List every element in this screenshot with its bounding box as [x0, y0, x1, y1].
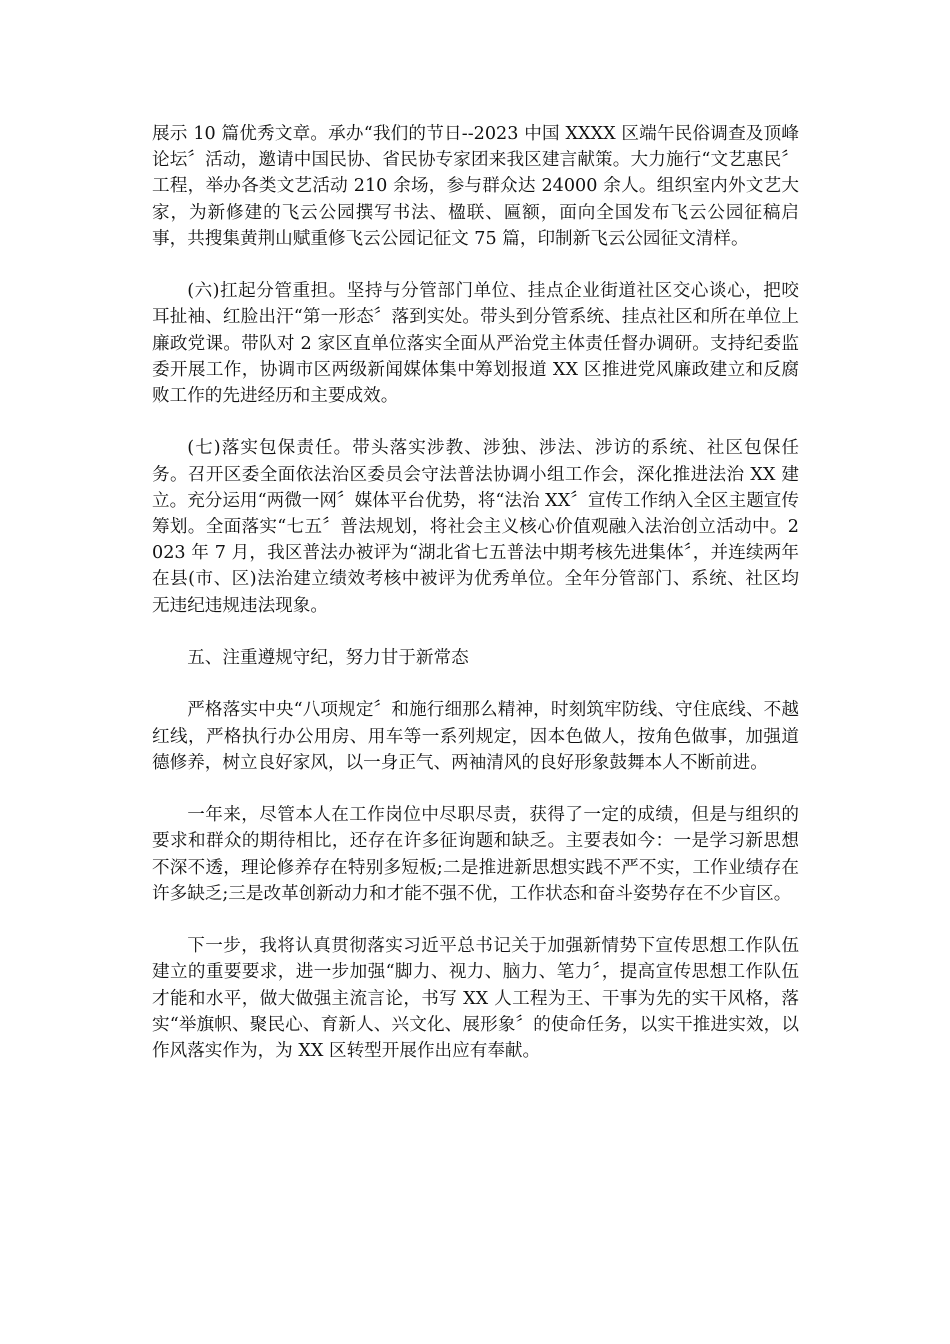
- paragraph-shortcomings: 一年来，尽管本人在工作岗位中尽职尽责，获得了一定的成绩，但是与组织的要求和群众的期待相比，还存在许多征询题和缺乏。主要表如今：一是学习新思想不深不透，理论修养存在特别多短板;二是推进新思想实践不严不实，工作业绩存在许多缺乏;三是改革创新动力和才能不强不优，工作状态和奋斗姿势存在不少盲区。: [152, 805, 799, 904]
- paragraph-cultural-activities: 展示 10 篇优秀文章。承办“我们的节日--2023 中国 XXXX 区端午民俗调查及顶峰论坛〞活动，邀请中国民协、省民协专家团来我区建言献策。大力施行“文艺惠民〞工程，举办各类文艺活动 210 余场，参与群众达 24000 余人。组织室内外文艺大家，为新修建的飞云公园撰写书法、楹联、匾额，面向全国发布飞云公园征稿启事，共搜集黄荆山赋重修飞云公园记征文 75 篇，印制新飞云公园征文清样。: [152, 124, 799, 249]
- section-heading: 五、注重遵规守纪，努力甘于新常态: [187, 648, 469, 669]
- paragraph-discipline: 严格落实中央“八项规定〞和施行细那么精神，时刻筑牢防线、守住底线、不越红线，严格执行办公用房、用车等一系列规定，因本色做人，按角色做事，加强道德修养，树立良好家风，以一身正气、两袖清风的良好形象鼓舞本人不断前进。: [152, 700, 799, 773]
- paragraph-responsibility-guarantee: (七)落实包保责任。带头落实涉教、涉独、涉法、涉访的系统、社区包保任务。召开区委全面依法治区委员会守法普法协调小组工作会，深化推进法治 XX 建立。充分运用“两微一网〞媒体平台优势，将“法治 XX〞宣传工作纳入全区主题宣传筹划。全面落实“七五〞普法规划，将社会主义核心价值观融入法治创立活动中。2023 年 7 月，我区普法办被评为“湖北省七五普法中期考核先进集体〞，并连续两年在县(市、区)法治建立绩效考核中被评为优秀单位。全年分管部门、系统、社区均无违纪违规违法现象。: [152, 438, 799, 616]
- paragraph-next-steps: 下一步，我将认真贯彻落实习近平总书记关于加强新情势下宣传思想工作队伍建立的重要要求，进一步加强“脚力、视力、脑力、笔力〞，提高宣传思想工作队伍才能和水平，做大做强主流言论，书写 XX 人工程为王、干事为先的实干风格，落实“举旗帜、聚民心、育新人、兴文化、展形象〞的使命任务，以实干推进实效，以作风落实作为，为 XX 区转型开展作出应有奉献。: [152, 936, 799, 1062]
- document-body: [152, 121, 799, 1090]
- paragraph-supervision-duties: (六)扛起分管重担。坚持与分管部门单位、挂点企业街道社区交心谈心，把咬耳扯袖、红脸出汗“第一形态〞落到实处。带头到分管系统、挂点社区和所在单位上廉政党课。带队对 2 家区直单位落实全面从严治党主体责任督办调研。支持纪委监委开展工作，协调市区两级新闻媒体集中筹划报道 XX 区推进党风廉政建立和反腐败工作的先进经历和主要成效。: [152, 281, 799, 407]
